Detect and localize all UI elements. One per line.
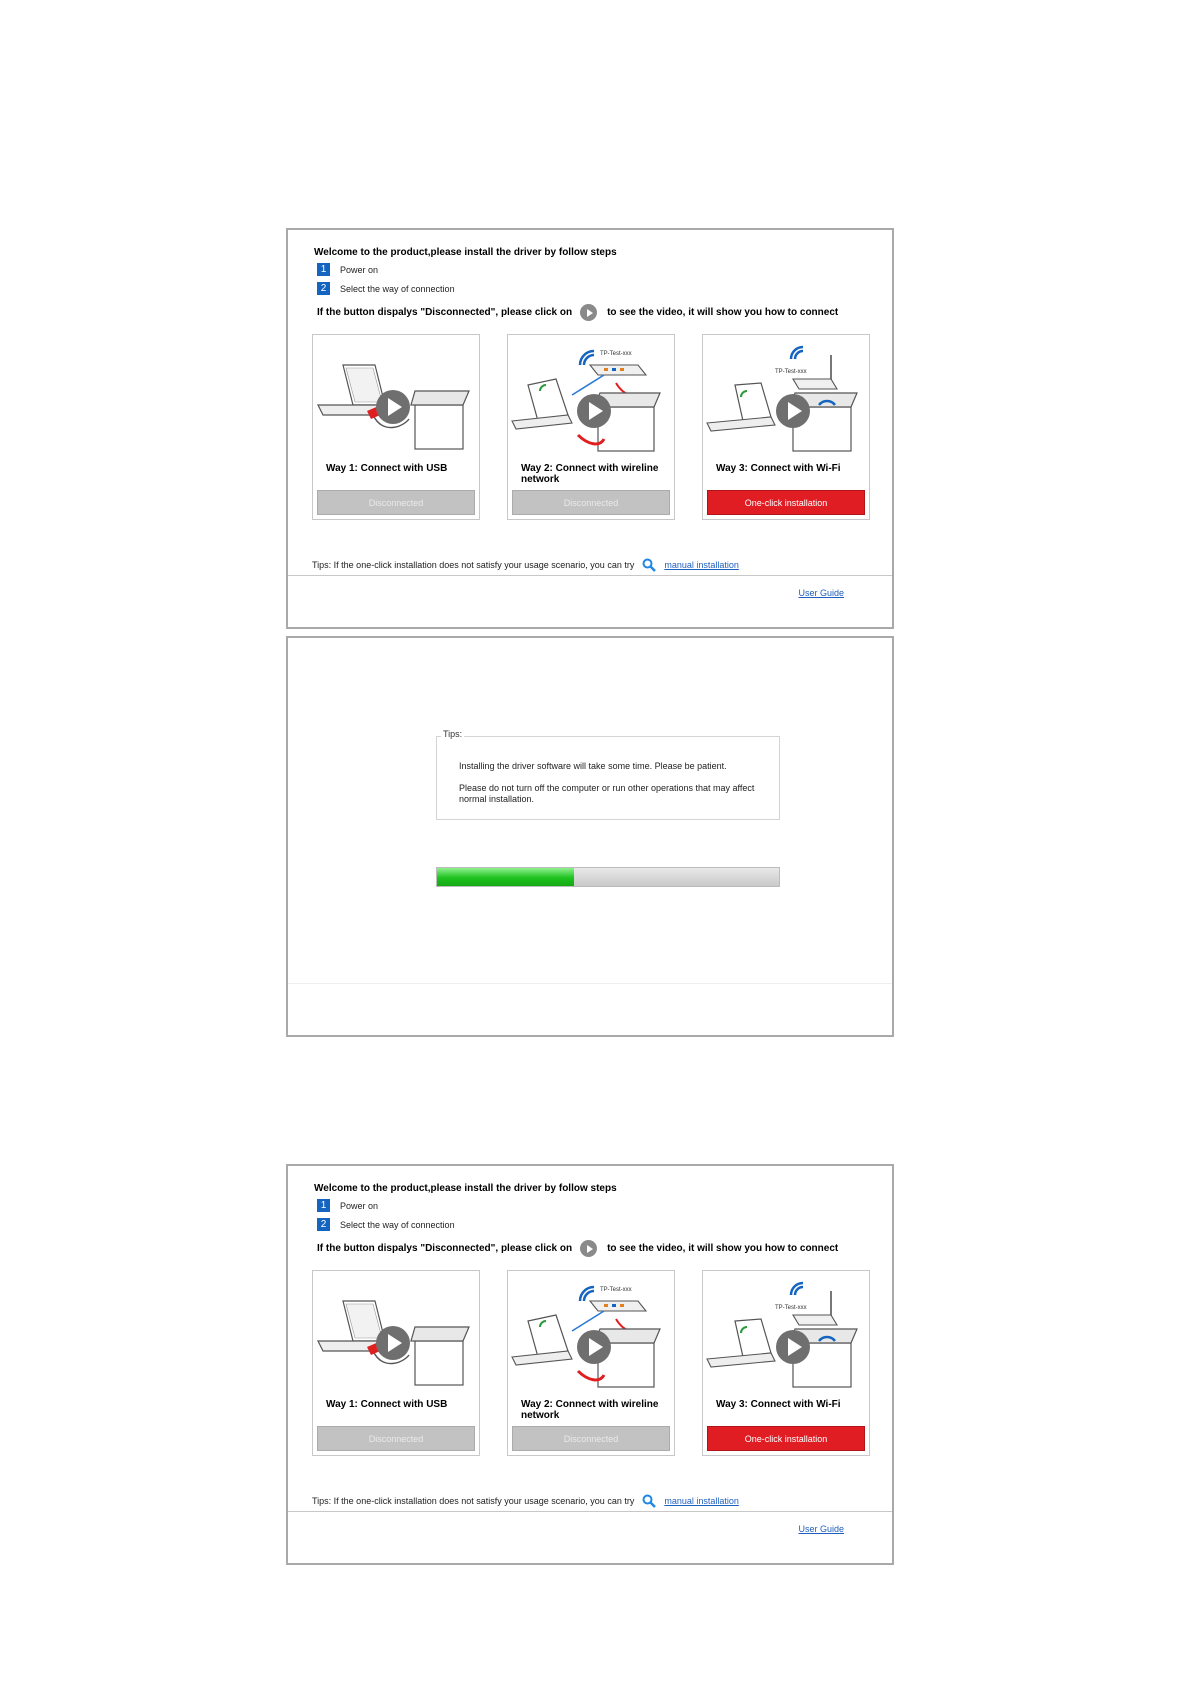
svg-text:TP-Test-xxx: TP-Test-xxx bbox=[775, 369, 807, 375]
user-guide-link[interactable]: User Guide bbox=[798, 1524, 844, 1534]
play-icon bbox=[580, 1240, 597, 1257]
svg-text:TP-Test-xxx: TP-Test-xxx bbox=[600, 1287, 632, 1293]
user-guide-link[interactable]: User Guide bbox=[798, 588, 844, 598]
tips-line bbox=[312, 558, 739, 572]
manual-installation-link[interactable]: manual installation bbox=[664, 560, 739, 570]
divider bbox=[288, 983, 892, 984]
usb-illustration bbox=[313, 335, 479, 459]
tips-text: Tips: If the one-click installation does not satisfy your usage scenario, you can try bbox=[312, 560, 635, 570]
way-card-wireline bbox=[507, 334, 675, 520]
tips-text: Tips: If the one-click installation does not satisfy your usage scenario, you can try bbox=[312, 1496, 635, 1506]
svg-text:TP-Test-xxx: TP-Test-xxx bbox=[775, 1305, 807, 1311]
progress-fill bbox=[437, 868, 574, 886]
step-number-badge: 2 bbox=[317, 282, 330, 295]
wireline-illustration bbox=[508, 1271, 674, 1395]
play-icon bbox=[580, 304, 597, 321]
step-number-badge: 1 bbox=[317, 263, 330, 276]
installing-window bbox=[286, 636, 894, 1037]
disconnected-button[interactable]: Disconnected bbox=[512, 1426, 670, 1451]
way-card-usb bbox=[312, 1270, 480, 1456]
step-label: Select the way of connection bbox=[340, 283, 455, 294]
hint-text-before: If the button dispalys "Disconnected", please click on bbox=[317, 1243, 573, 1254]
magnifier-icon bbox=[642, 558, 656, 572]
divider bbox=[288, 1511, 892, 1512]
step-label: Power on bbox=[340, 1200, 379, 1211]
one-click-installation-button[interactable]: One-click installation bbox=[707, 490, 865, 515]
way-label: Way 3: Connect with Wi-Fi bbox=[716, 463, 841, 474]
way-label: Way 1: Connect with USB bbox=[326, 1399, 448, 1410]
divider bbox=[288, 575, 892, 576]
tips-legend: Tips: bbox=[443, 729, 463, 739]
wireline-illustration bbox=[508, 335, 674, 459]
step-1 bbox=[317, 263, 378, 276]
step-1 bbox=[317, 1199, 378, 1212]
disconnected-button[interactable]: Disconnected bbox=[317, 1426, 475, 1451]
manual-installation-link[interactable]: manual installation bbox=[664, 1496, 739, 1506]
one-click-installation-button[interactable]: One-click installation bbox=[707, 1426, 865, 1451]
usb-illustration bbox=[313, 1271, 479, 1395]
hint-text-after: to see the video, it will show you how to connect bbox=[607, 1243, 839, 1254]
way-card-usb bbox=[312, 334, 480, 520]
hint-text-before: If the button dispalys "Disconnected", please click on bbox=[317, 307, 573, 318]
way-label: Way 1: Connect with USB bbox=[326, 463, 448, 474]
step-2 bbox=[317, 282, 455, 295]
installer-title: Welcome to the product,please install the driver by follow steps bbox=[314, 1183, 617, 1194]
way-label: Way 2: Connect with wireline network bbox=[521, 1399, 659, 1421]
install-progress-bar bbox=[436, 867, 780, 887]
way-card-wifi bbox=[702, 1270, 870, 1456]
wifi-illustration bbox=[703, 1271, 869, 1395]
installer-window-bottom bbox=[286, 1164, 894, 1565]
installer-window-top bbox=[286, 228, 894, 629]
step-2 bbox=[317, 1218, 455, 1231]
svg-text:TP-Test-xxx: TP-Test-xxx bbox=[600, 351, 632, 357]
disconnected-button[interactable]: Disconnected bbox=[512, 490, 670, 515]
connection-hint bbox=[317, 1240, 838, 1257]
disconnected-button[interactable]: Disconnected bbox=[317, 490, 475, 515]
way-label: Way 2: Connect with wireline network bbox=[521, 463, 659, 485]
step-number-badge: 2 bbox=[317, 1218, 330, 1231]
step-label: Select the way of connection bbox=[340, 1219, 455, 1230]
tips-box bbox=[436, 729, 780, 820]
tips-line bbox=[312, 1494, 739, 1508]
hint-text-after: to see the video, it will show you how to connect bbox=[607, 307, 839, 318]
connection-hint bbox=[317, 304, 838, 321]
installer-title: Welcome to the product,please install the driver by follow steps bbox=[314, 247, 617, 258]
way-card-wifi bbox=[702, 334, 870, 520]
step-label: Power on bbox=[340, 264, 379, 275]
way-label: Way 3: Connect with Wi-Fi bbox=[716, 1399, 841, 1410]
wifi-illustration bbox=[703, 335, 869, 459]
tips-line-1: Installing the driver software will take some time. Please be patient. bbox=[459, 761, 727, 771]
magnifier-icon bbox=[642, 1494, 656, 1508]
step-number-badge: 1 bbox=[317, 1199, 330, 1212]
tips-line-2: Please do not turn off the computer or run other operations that may affect normal installation. bbox=[459, 783, 755, 804]
way-card-wireline bbox=[507, 1270, 675, 1456]
